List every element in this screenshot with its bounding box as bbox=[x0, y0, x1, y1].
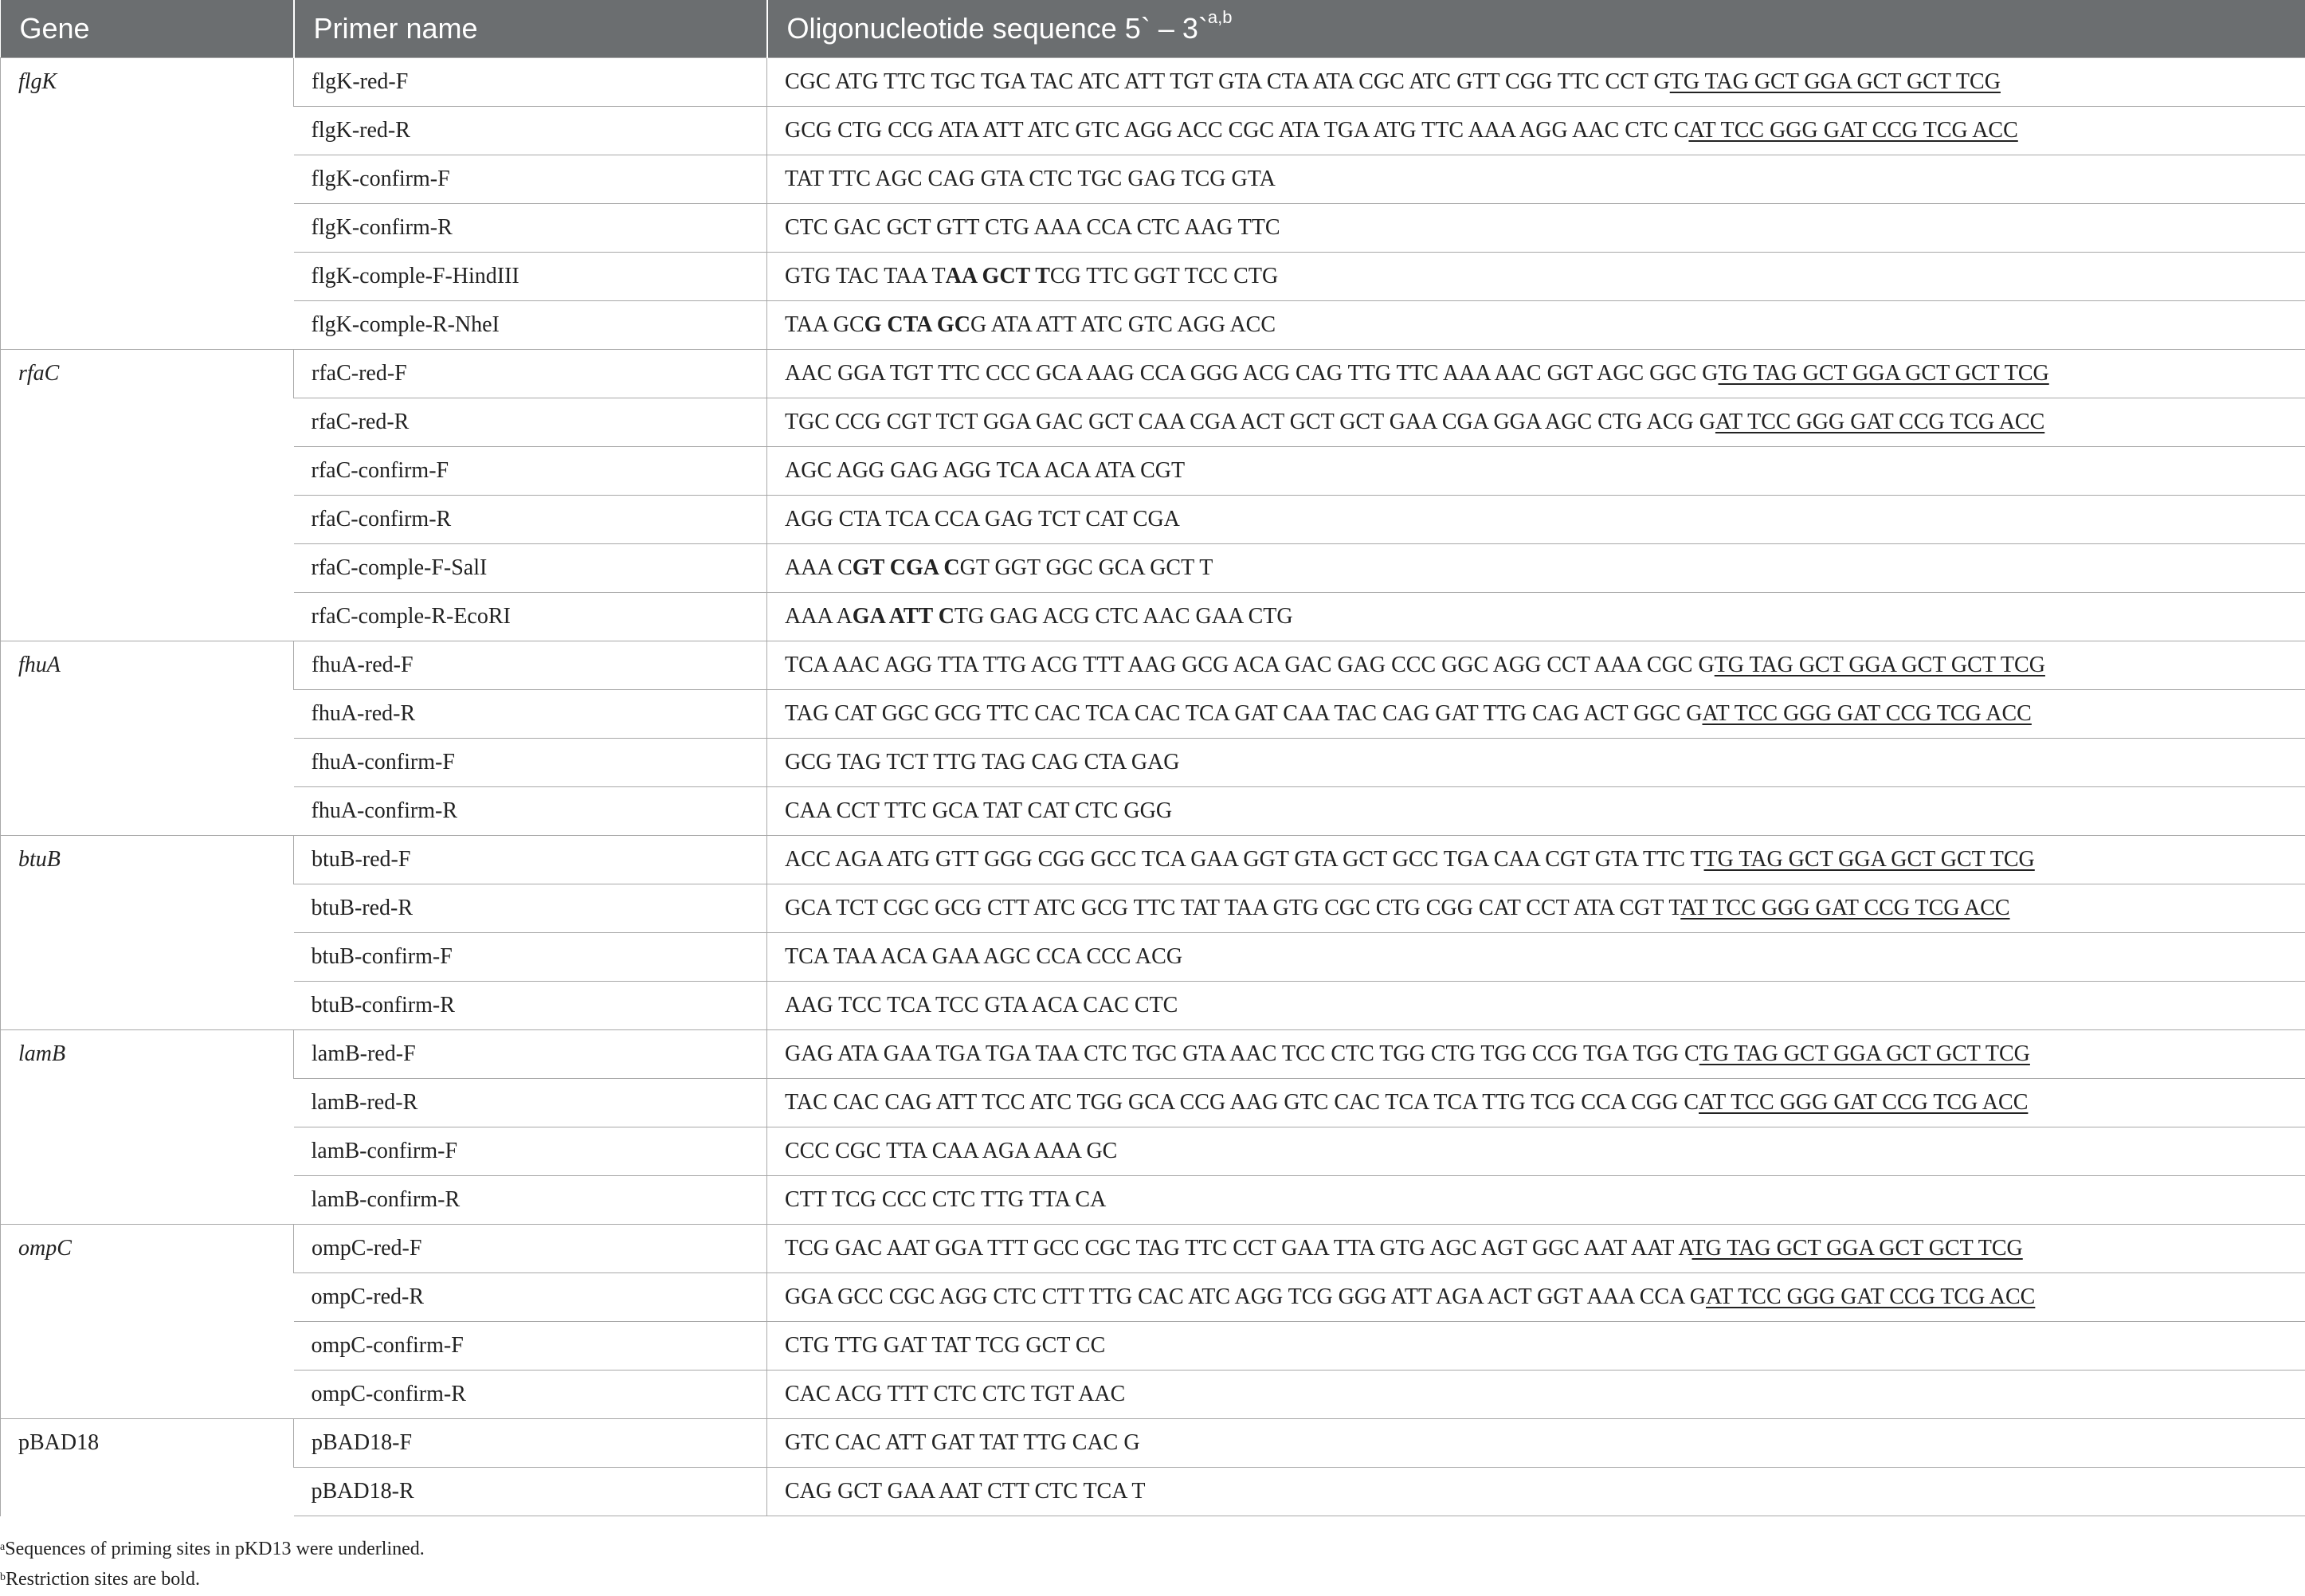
sequence-cell bbox=[767, 1079, 2305, 1127]
table-row bbox=[1, 982, 2305, 1030]
primer-name-cell: fhuA-confirm-R bbox=[294, 787, 767, 836]
primer-name-cell: btuB-red-F bbox=[294, 836, 767, 884]
sequence-cell bbox=[767, 1176, 2305, 1225]
primer-name-cell: fhuA-red-F bbox=[294, 641, 767, 690]
table-row bbox=[1, 398, 2305, 447]
sequence-cell bbox=[767, 301, 2305, 350]
footnote-text: Sequences of priming sites in pKD13 were underlined. bbox=[5, 1539, 425, 1559]
priming-site-segment: AT TCC GGG GAT CCG TCG ACC bbox=[1699, 1090, 2029, 1115]
sequence-cell bbox=[767, 155, 2305, 204]
primer-name-cell: flgK-confirm-R bbox=[294, 204, 767, 253]
sequence-cell bbox=[767, 690, 2305, 739]
header-sequence-label: Oligonucleotide sequence 5` – 3` bbox=[786, 12, 1208, 45]
sequence-segment: CG TTC GGT TCC CTG bbox=[1049, 264, 1279, 288]
sequence-cell bbox=[767, 107, 2305, 155]
priming-site-segment: TG TAG GCT GGA GCT GCT TCG bbox=[1714, 653, 2045, 677]
header-row bbox=[1, 0, 2305, 58]
gene-cell: fhuA bbox=[1, 641, 294, 836]
table-row bbox=[1, 787, 2305, 836]
gene-cell: pBAD18 bbox=[1, 1419, 294, 1516]
table-row bbox=[1, 253, 2305, 301]
sequence-segment: CAC ACG TTT CTC CTC TGT AAC bbox=[785, 1382, 1126, 1406]
sequence-segment: TAA GC bbox=[785, 312, 864, 337]
table-row bbox=[1, 204, 2305, 253]
header-sequence bbox=[767, 0, 2305, 58]
footnote-mark: b bbox=[0, 1571, 6, 1583]
sequence-segment: AAA A bbox=[785, 604, 853, 629]
footnote-a bbox=[0, 1534, 425, 1564]
table-row bbox=[1, 1468, 2305, 1516]
table-row bbox=[1, 1030, 2305, 1079]
gene-cell: ompC bbox=[1, 1225, 294, 1419]
sequence-segment: GTG TAC TAA T bbox=[785, 264, 946, 288]
primer-name-cell: fhuA-red-R bbox=[294, 690, 767, 739]
primer-name-cell: pBAD18-R bbox=[294, 1468, 767, 1516]
priming-site-segment: TG TAG GCT GGA GCT GCT TCG bbox=[1669, 69, 2001, 94]
header-gene-label: Gene bbox=[19, 12, 90, 45]
sequence-cell bbox=[767, 933, 2305, 982]
sequence-segment: TGC CCG CGT TCT GGA GAC GCT CAA CGA ACT GCT GCT GAA CGA GGA AGC CTG ACG G bbox=[785, 410, 1715, 434]
sequence-segment: GCA TCT CGC GCG CTT ATC GCG TTC TAT TAA GTG CGC CTG CGG CAT CCT ATA CGT T bbox=[785, 896, 1681, 920]
sequence-cell bbox=[767, 447, 2305, 496]
sequence-cell bbox=[767, 641, 2305, 690]
priming-site-segment: AT TCC GGG GAT CCG TCG ACC bbox=[1705, 1284, 2036, 1309]
sequence-cell bbox=[767, 1030, 2305, 1079]
sequence-cell bbox=[767, 836, 2305, 884]
table-row bbox=[1, 739, 2305, 787]
table-row bbox=[1, 933, 2305, 982]
footnote-mark: a bbox=[0, 1541, 6, 1553]
table-row bbox=[1, 1127, 2305, 1176]
sequence-cell bbox=[767, 398, 2305, 447]
primer-name-cell: ompC-confirm-F bbox=[294, 1322, 767, 1371]
primer-name-cell: ompC-confirm-R bbox=[294, 1371, 767, 1419]
primer-name-cell: flgK-comple-R-NheI bbox=[294, 301, 767, 350]
sequence-segment: TAG CAT GGC GCG TTC CAC TCA CAC TCA GAT CAA TAC CAG GAT TTG CAG ACT GGC G bbox=[785, 701, 1703, 726]
sequence-cell bbox=[767, 739, 2305, 787]
sequence-segment: GAG ATA GAA TGA TGA TAA CTC TGC GTA AAC TCC CTC TGG CTG TGG CCG TGA TGG C bbox=[785, 1041, 1699, 1066]
sequence-cell bbox=[767, 1371, 2305, 1419]
footnote-b bbox=[0, 1564, 425, 1594]
sequence-cell bbox=[767, 884, 2305, 933]
priming-site-segment: TG TAG GCT GGA GCT GCT TCG bbox=[1692, 1236, 2023, 1261]
primer-name-cell: lamB-red-R bbox=[294, 1079, 767, 1127]
table-row bbox=[1, 1371, 2305, 1419]
sequence-segment: CCC CGC TTA CAA AGA AAA GC bbox=[785, 1139, 1118, 1163]
sequence-segment: TAC CAC CAG ATT TCC ATC TGG GCA CCG AAG GTC CAC TCA TCA TTG TCG CCA CGG C bbox=[785, 1090, 1699, 1115]
sequence-segment: TCG GAC AAT GGA TTT GCC CGC TAG TTC CCT GAA TTA GTG AGC AGT GGC AAT AAT A bbox=[785, 1236, 1692, 1261]
table-row bbox=[1, 836, 2305, 884]
priming-site-segment: TG TAG GCT GGA GCT GCT TCG bbox=[1718, 361, 2049, 386]
primer-name-cell: ompC-red-R bbox=[294, 1273, 767, 1322]
table-row bbox=[1, 641, 2305, 690]
primer-name-cell: btuB-confirm-F bbox=[294, 933, 767, 982]
table-row bbox=[1, 107, 2305, 155]
table-row bbox=[1, 544, 2305, 593]
sequence-segment: GGA GCC CGC AGG CTC CTT TTG CAC ATC AGG TCG GGG ATT AGA ACT GGT AAA CCA G bbox=[785, 1284, 1706, 1309]
sequence-cell bbox=[767, 253, 2305, 301]
sequence-segment: GCG TAG TCT TTG TAG CAG CTA GAG bbox=[785, 750, 1180, 774]
primer-name-cell: lamB-confirm-F bbox=[294, 1127, 767, 1176]
sequence-segment: G ATA ATT ATC GTC AGG ACC bbox=[970, 312, 1276, 337]
priming-site-segment: AT TCC GGG GAT CCG TCG ACC bbox=[1715, 410, 2045, 434]
sequence-segment: CGC ATG TTC TGC TGA TAC ATC ATT TGT GTA CTA ATA CGC ATC GTT CGG TTC CCT G bbox=[785, 69, 1670, 94]
table-header bbox=[1, 0, 2305, 58]
primer-name-cell: lamB-red-F bbox=[294, 1030, 767, 1079]
priming-site-segment: TG TAG GCT GGA GCT GCT TCG bbox=[1699, 1041, 2030, 1066]
primer-name-cell: ompC-red-F bbox=[294, 1225, 767, 1273]
sequence-cell bbox=[767, 593, 2305, 641]
primer-name-cell: flgK-red-R bbox=[294, 107, 767, 155]
primer-name-cell: btuB-confirm-R bbox=[294, 982, 767, 1030]
table-row bbox=[1, 1419, 2305, 1468]
sequence-segment: CAA CCT TTC GCA TAT CAT CTC GGG bbox=[785, 798, 1173, 823]
sequence-segment: TCA AAC AGG TTA TTG ACG TTT AAG GCG ACA GAC GAG CCC GGC AGG CCT AAA CGC G bbox=[785, 653, 1715, 677]
table-row bbox=[1, 1225, 2305, 1273]
primer-name-cell: rfaC-comple-F-SalI bbox=[294, 544, 767, 593]
sequence-segment: AAG TCC TCA TCC GTA ACA CAC CTC bbox=[785, 993, 1178, 1018]
sequence-segment: GTC CAC ATT GAT TAT TTG CAC G bbox=[785, 1430, 1140, 1455]
sequence-cell bbox=[767, 1322, 2305, 1371]
sequence-segment: CTC GAC GCT GTT CTG AAA CCA CTC AAG TTC bbox=[785, 215, 1280, 240]
table-row bbox=[1, 593, 2305, 641]
sequence-cell bbox=[767, 1468, 2305, 1516]
table-row bbox=[1, 447, 2305, 496]
header-primer-name bbox=[294, 0, 767, 58]
sequence-segment: TAT TTC AGC CAG GTA CTC TGC GAG TCG GTA bbox=[785, 167, 1276, 191]
sequence-segment: AGC AGG GAG AGG TCA ACA ATA CGT bbox=[785, 458, 1186, 483]
sequence-cell bbox=[767, 350, 2305, 398]
priming-site-segment: AT TCC GGG GAT CCG TCG ACC bbox=[1702, 701, 2032, 726]
restriction-site-segment: G CTA GC bbox=[864, 312, 970, 337]
sequence-segment: TCA TAA ACA GAA AGC CCA CCC ACG bbox=[785, 944, 1183, 969]
sequence-segment: ACC AGA ATG GTT GGG CGG GCC TCA GAA GGT GTA GCT GCC TGA CAA CGT GTA TTC T bbox=[785, 847, 1704, 872]
sequence-cell bbox=[767, 982, 2305, 1030]
sequence-cell bbox=[767, 1225, 2305, 1273]
gene-cell: flgK bbox=[1, 58, 294, 350]
sequence-cell bbox=[767, 204, 2305, 253]
sequence-cell bbox=[767, 1127, 2305, 1176]
gene-cell: btuB bbox=[1, 836, 294, 1030]
table-row bbox=[1, 884, 2305, 933]
sequence-cell bbox=[767, 58, 2305, 107]
sequence-cell bbox=[767, 1419, 2305, 1468]
sequence-segment: CTT TCG CCC CTC TTG TTA CA bbox=[785, 1187, 1107, 1212]
primer-name-cell: rfaC-red-R bbox=[294, 398, 767, 447]
sequence-cell bbox=[767, 544, 2305, 593]
table-row bbox=[1, 690, 2305, 739]
priming-site-segment: AT TCC GGG GAT CCG TCG ACC bbox=[1688, 118, 2018, 143]
table-row bbox=[1, 1322, 2305, 1371]
sequence-segment: AAC GGA TGT TTC CCC GCA AAG CCA GGG ACG CAG TTG TTC AAA AAC GGT AGC GGC G bbox=[785, 361, 1719, 386]
priming-site-segment: AT TCC GGG GAT CCG TCG ACC bbox=[1680, 896, 2010, 920]
table-row bbox=[1, 1176, 2305, 1225]
primer-name-cell: btuB-red-R bbox=[294, 884, 767, 933]
footnote-text: Restriction sites are bold. bbox=[6, 1569, 200, 1590]
primer-name-cell: lamB-confirm-R bbox=[294, 1176, 767, 1225]
primer-name-cell: pBAD18-F bbox=[294, 1419, 767, 1468]
primer-name-cell: flgK-red-F bbox=[294, 58, 767, 107]
sequence-segment: AAA C bbox=[785, 555, 853, 580]
primer-name-cell: flgK-confirm-F bbox=[294, 155, 767, 204]
header-primer-name-label: Primer name bbox=[313, 12, 478, 45]
header-gene bbox=[1, 0, 294, 58]
sequence-segment: GT GGT GGC GCA GCT T bbox=[959, 555, 1213, 580]
restriction-site-segment: GT CGA C bbox=[852, 555, 960, 580]
table-row bbox=[1, 1079, 2305, 1127]
sequence-segment: GCG CTG CCG ATA ATT ATC GTC AGG ACC CGC ATA TGA ATG TTC AAA AGG AAC CTC C bbox=[785, 118, 1689, 143]
primer-name-cell: rfaC-comple-R-EcoRI bbox=[294, 593, 767, 641]
sequence-segment: CTG TTG GAT TAT TCG GCT CC bbox=[785, 1333, 1106, 1358]
sequence-cell bbox=[767, 787, 2305, 836]
primer-name-cell: flgK-comple-F-HindIII bbox=[294, 253, 767, 301]
table-row bbox=[1, 155, 2305, 204]
priming-site-segment: TG TAG GCT GGA GCT GCT TCG bbox=[1703, 847, 2035, 872]
sequence-segment: TG GAG ACG CTC AAC GAA CTG bbox=[954, 604, 1293, 629]
primer-name-cell: fhuA-confirm-F bbox=[294, 739, 767, 787]
sequence-cell bbox=[767, 1273, 2305, 1322]
table-row bbox=[1, 301, 2305, 350]
restriction-site-segment: AA GCT T bbox=[945, 264, 1050, 288]
primer-name-cell: rfaC-confirm-F bbox=[294, 447, 767, 496]
table-row bbox=[1, 58, 2305, 107]
table-row bbox=[1, 1273, 2305, 1322]
gene-cell: rfaC bbox=[1, 350, 294, 641]
footnotes bbox=[0, 1534, 425, 1594]
table-row bbox=[1, 496, 2305, 544]
header-sequence-footnote-marks: a,b bbox=[1207, 7, 1233, 27]
sequence-segment: AGG CTA TCA CCA GAG TCT CAT CGA bbox=[785, 507, 1180, 531]
gene-cell: lamB bbox=[1, 1030, 294, 1225]
sequence-cell bbox=[767, 496, 2305, 544]
primer-name-cell: rfaC-red-F bbox=[294, 350, 767, 398]
table-body bbox=[1, 58, 2305, 1516]
primer-name-cell: rfaC-confirm-R bbox=[294, 496, 767, 544]
restriction-site-segment: GA ATT C bbox=[852, 604, 955, 629]
table-row bbox=[1, 350, 2305, 398]
sequence-segment: CAG GCT GAA AAT CTT CTC TCA T bbox=[785, 1479, 1146, 1504]
